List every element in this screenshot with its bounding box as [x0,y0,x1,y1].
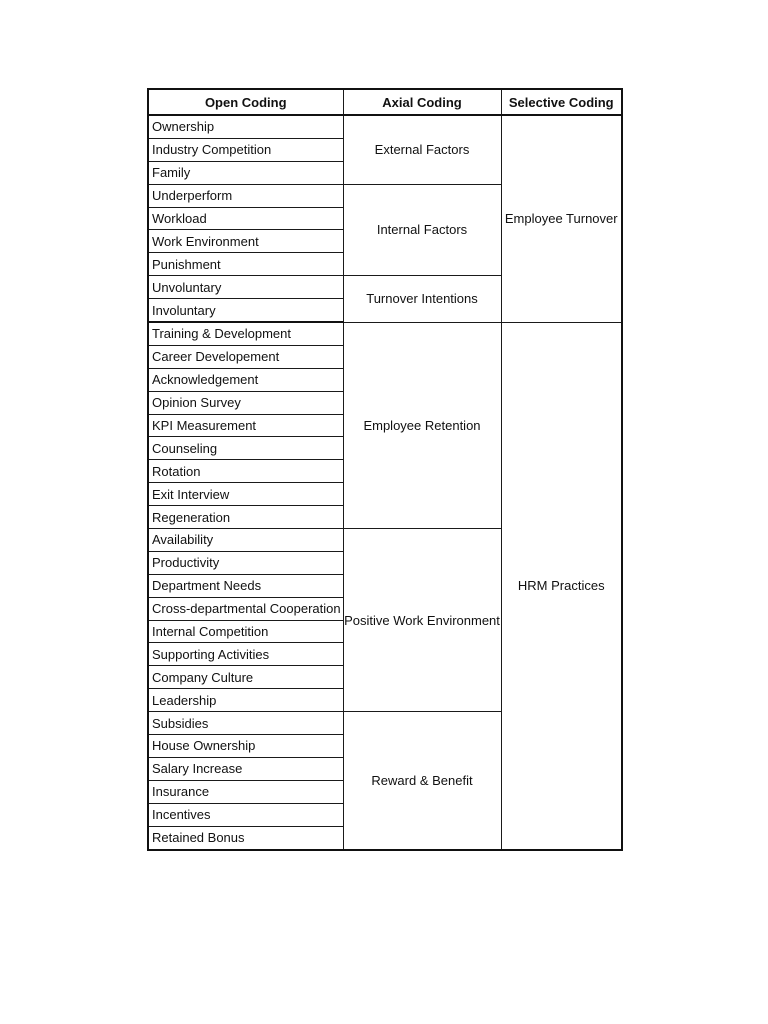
open-coding-cell: Department Needs [148,574,343,597]
header-selective-coding: Selective Coding [501,89,622,115]
open-coding-cell: Cross-departmental Cooperation [148,597,343,620]
header-axial-coding: Axial Coding [343,89,501,115]
selective-coding-cell: HRM Practices [501,322,622,849]
selective-coding-cell: Employee Turnover [501,115,622,322]
open-coding-cell: Work Environment [148,230,343,253]
open-coding-cell: Company Culture [148,666,343,689]
open-coding-cell: Exit Interview [148,483,343,506]
open-coding-cell: Subsidies [148,712,343,735]
open-coding-cell: Workload [148,207,343,230]
open-coding-cell: Insurance [148,780,343,803]
open-coding-cell: Unvoluntary [148,276,343,299]
open-coding-cell: Supporting Activities [148,643,343,666]
open-coding-cell: Salary Increase [148,757,343,780]
open-coding-cell: Leadership [148,689,343,712]
axial-coding-cell: Internal Factors [343,184,501,276]
open-coding-cell: Opinion Survey [148,391,343,414]
open-coding-cell: Involuntary [148,299,343,322]
open-coding-cell: Punishment [148,253,343,276]
group-hrm-practices [148,322,622,849]
open-coding-cell: Underperform [148,184,343,207]
open-coding-cell: Career Developement [148,345,343,368]
header-open-coding: Open Coding [148,89,343,115]
table-row [148,322,622,345]
coding-table [147,88,623,851]
axial-coding-cell: Turnover Intentions [343,276,501,322]
open-coding-cell: Industry Competition [148,138,343,161]
table-row [148,115,622,138]
axial-coding-cell: Positive Work Environment [343,529,501,712]
open-coding-cell: Productivity [148,551,343,574]
open-coding-cell: Incentives [148,803,343,826]
open-coding-cell: Regeneration [148,506,343,529]
header-row [148,89,622,115]
open-coding-cell: Rotation [148,460,343,483]
open-coding-cell: Internal Competition [148,620,343,643]
open-coding-cell: Training & Development [148,322,343,345]
open-coding-cell: Acknowledgement [148,368,343,391]
axial-coding-cell: Employee Retention [343,322,501,529]
open-coding-cell: Counseling [148,437,343,460]
open-coding-cell: Ownership [148,115,343,138]
axial-coding-cell: External Factors [343,115,501,184]
open-coding-cell: Retained Bonus [148,826,343,849]
open-coding-cell: Availability [148,529,343,552]
group-employee-turnover [148,115,622,322]
open-coding-cell: KPI Measurement [148,414,343,437]
open-coding-cell: Family [148,161,343,184]
axial-coding-cell: Reward & Benefit [343,712,501,850]
open-coding-cell: House Ownership [148,735,343,758]
